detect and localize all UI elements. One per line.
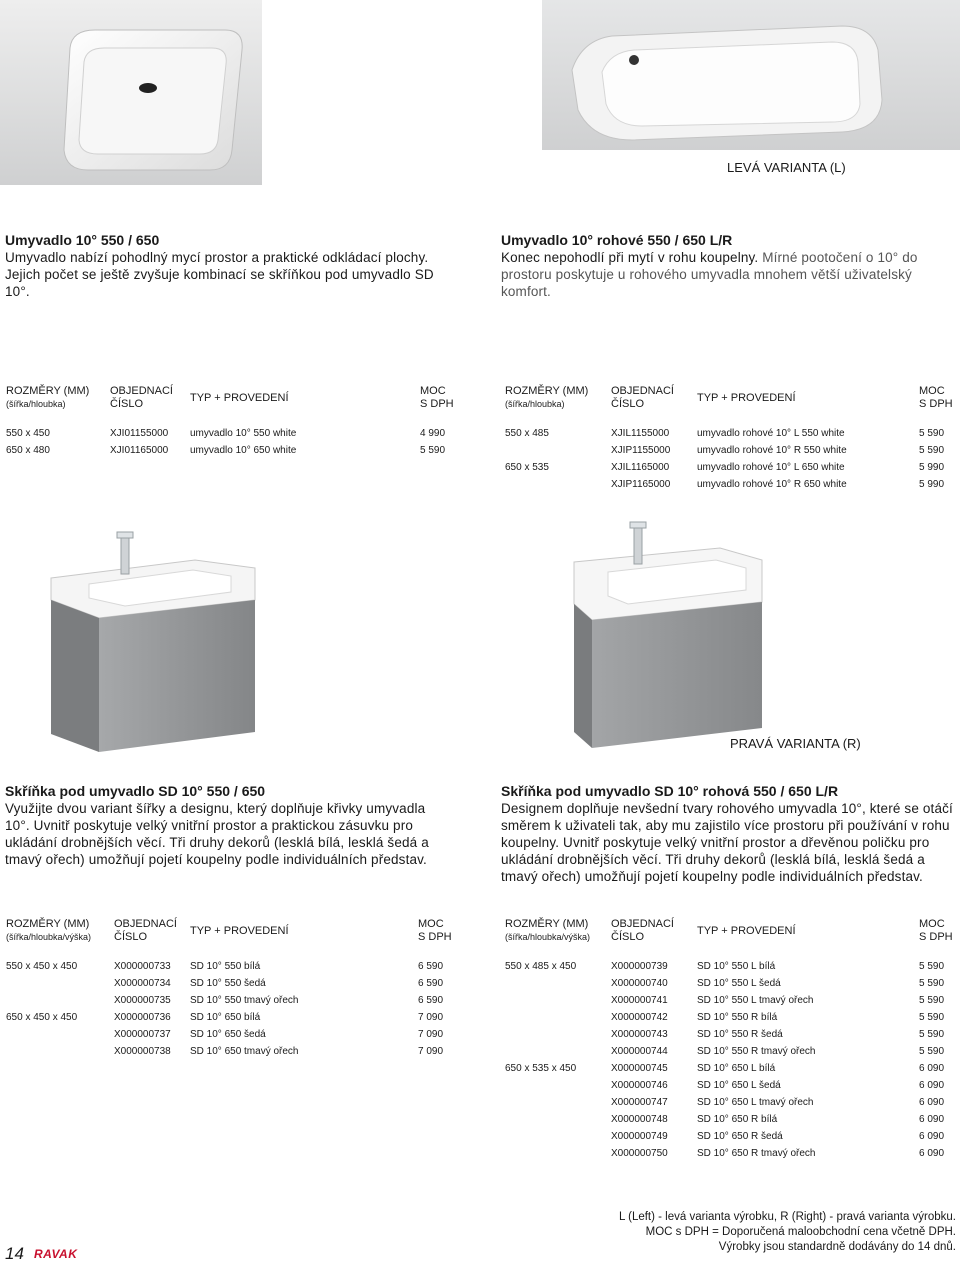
basin-description xyxy=(5,232,435,300)
cell-price: 6 090 xyxy=(919,1148,945,1159)
cell-price: 6 090 xyxy=(919,1063,945,1074)
table-row xyxy=(6,442,460,459)
cell-dims xyxy=(505,992,611,1009)
cell-type: SD 10° 650 L bílá xyxy=(697,1063,776,1074)
corner-basin-table xyxy=(505,385,959,493)
cell-price: 4 990 xyxy=(420,428,446,439)
cell-dims xyxy=(505,1128,611,1145)
cell-type: SD 10° 650 tmavý ořech xyxy=(190,1046,299,1057)
cell-price: 5 990 xyxy=(919,479,945,490)
cell-dims xyxy=(505,1094,611,1111)
table-row xyxy=(505,425,959,442)
cell-order-number: X000000741 xyxy=(611,995,668,1006)
cell-order-number: X000000748 xyxy=(611,1114,668,1125)
col-type: TYP + PROVEDENÍ xyxy=(190,924,289,937)
table-row xyxy=(505,1026,959,1043)
cell-type: SD 10° 550 R bílá xyxy=(697,1012,778,1023)
basin-text: Umyvadlo nabízí pohodlný mycí prostor a praktické odkládací plochy. Jejich počet se ještě zvyšuje kombinací se skříňkou pod umyvadlo SD 10°. xyxy=(5,250,434,299)
cell-order-number: XJI01165000 xyxy=(110,445,169,456)
cell-price: 5 590 xyxy=(919,1046,945,1057)
cell-dims xyxy=(505,1026,611,1043)
col-price: MOC S DPH xyxy=(418,918,452,943)
corner-cabinet-description xyxy=(501,783,956,885)
col-type: TYP + PROVEDENÍ xyxy=(190,391,289,404)
table-row xyxy=(6,992,458,1009)
cell-type: SD 10° 550 L šedá xyxy=(697,978,781,989)
table-row xyxy=(505,1145,959,1162)
left-variant-label: LEVÁ VARIANTA (L) xyxy=(727,160,846,175)
cell-order-number: X000000743 xyxy=(611,1029,668,1040)
cell-price: 6 590 xyxy=(418,978,444,989)
cell-type: SD 10° 650 R bílá xyxy=(697,1114,778,1125)
table-row xyxy=(505,1060,959,1077)
cell-order-number: XJIP1165000 xyxy=(611,479,671,490)
cell-type: SD 10° 550 L bílá xyxy=(697,961,776,972)
cell-price: 6 090 xyxy=(919,1080,945,1091)
cell-type: SD 10° 650 L šedá xyxy=(697,1080,781,1091)
cell-order-number: XJIL1155000 xyxy=(611,428,670,439)
footnote-line-3: Výrobky jsou standardně dodávány do 14 dnů. xyxy=(718,1241,956,1253)
cell-dims: 550 x 450 x 450 xyxy=(6,961,78,972)
cell-type: umyvadlo rohové 10° L 650 white xyxy=(697,462,845,473)
cell-type: umyvadlo rohové 10° R 550 white xyxy=(697,445,847,456)
table-row xyxy=(505,992,959,1009)
col-price: MOC S DPH xyxy=(919,918,953,943)
col-order: OBJEDNACÍ ČÍSLO xyxy=(110,385,173,410)
footnote xyxy=(619,1210,956,1255)
corner-cabinet-text: Designem doplňuje nevšední tvary rohového umyvadla 10°, které se otáčí směrem k uživateli tak, aby mu zajistilo více prostoru při používání v rohu koupelny. Uvnitř poskytuje velký vnitřní prostor a dřevěnou poličku pro ukládání drobnějších věcí. Tři druhy dekorů (lesklá bílá, lesklá šedá a tmavý ořech) umožňují pojetí koupelny podle individuálních představ. xyxy=(501,801,953,884)
cell-order-number: X000000733 xyxy=(114,961,171,972)
col-order: OBJEDNACÍ ČÍSLO xyxy=(114,918,177,943)
cell-order-number: X000000747 xyxy=(611,1097,668,1108)
cell-type: umyvadlo 10° 550 white xyxy=(190,428,297,439)
col-order: OBJEDNACÍ ČÍSLO xyxy=(611,385,674,410)
cell-price: 5 590 xyxy=(919,1029,945,1040)
cell-order-number: X000000744 xyxy=(611,1046,668,1057)
cell-dims: 650 x 480 xyxy=(6,445,50,456)
cell-price: 7 090 xyxy=(418,1029,444,1040)
cell-type: umyvadlo 10° 650 white xyxy=(190,445,297,456)
table-row xyxy=(505,476,959,493)
cell-price: 6 090 xyxy=(919,1131,945,1142)
table-row xyxy=(505,442,959,459)
cell-order-number: X000000738 xyxy=(114,1046,171,1057)
cell-order-number: X000000750 xyxy=(611,1148,668,1159)
cell-price: 5 590 xyxy=(919,1012,945,1023)
table-row xyxy=(505,958,959,975)
table-row xyxy=(505,1077,959,1094)
footnote-line-2: MOC s DPH = Doporučená maloobchodní cena včetně DPH. xyxy=(645,1226,956,1238)
cell-order-number: X000000745 xyxy=(611,1063,668,1074)
cell-order-number: X000000737 xyxy=(114,1029,171,1040)
cell-dims xyxy=(6,975,114,992)
cell-price: 7 090 xyxy=(418,1012,444,1023)
col-type: TYP + PROVEDENÍ xyxy=(697,924,796,937)
cell-type: SD 10° 550 R tmavý ořech xyxy=(697,1046,816,1057)
cell-type: SD 10° 650 R tmavý ořech xyxy=(697,1148,816,1159)
cell-price: 6 590 xyxy=(418,995,444,1006)
cell-dims xyxy=(505,975,611,992)
col-dims: ROZMĚRY (MM) (šířka/hloubka) xyxy=(6,385,90,409)
cell-dims xyxy=(505,1077,611,1094)
cell-type: umyvadlo rohové 10° L 550 white xyxy=(697,428,845,439)
right-variant-label: PRAVÁ VARIANTA (R) xyxy=(730,736,861,751)
corner-basin-text-1: Konec nepohodlí při mytí v rohu koupelny. xyxy=(501,250,759,265)
cell-order-number: XJIP1155000 xyxy=(611,445,671,456)
corner-basin-photo xyxy=(542,0,960,150)
cabinet-description xyxy=(5,783,445,868)
cell-type: umyvadlo rohové 10° R 650 white xyxy=(697,479,847,490)
basin-title: Umyvadlo 10° 550 / 650 xyxy=(5,232,160,248)
cell-dims xyxy=(505,1145,611,1162)
corner-basin-description xyxy=(501,232,960,300)
cell-dims xyxy=(505,1111,611,1128)
cell-order-number: X000000742 xyxy=(611,1012,668,1023)
cell-type: SD 10° 550 L tmavý ořech xyxy=(697,995,814,1006)
table-row xyxy=(6,1026,458,1043)
cell-price: 6 590 xyxy=(418,961,444,972)
cell-order-number: X000000739 xyxy=(611,961,668,972)
table-row xyxy=(505,1043,959,1060)
cell-dims: 650 x 535 x 450 xyxy=(505,1063,577,1074)
cell-dims xyxy=(6,1026,114,1043)
cell-price: 5 590 xyxy=(420,445,446,456)
col-dims: ROZMĚRY (MM) (šířka/hloubka/výška) xyxy=(505,918,591,942)
cell-type: SD 10° 550 tmavý ořech xyxy=(190,995,299,1006)
cell-order-number: XJIL1165000 xyxy=(611,462,670,473)
basin-photo xyxy=(0,0,262,185)
corner-cabinet-title: Skříňka pod umyvadlo SD 10° rohová 550 / 650 L/R xyxy=(501,783,839,799)
corner-cabinet-photo xyxy=(570,520,765,750)
cell-order-number: X000000740 xyxy=(611,978,668,989)
cell-price: 5 590 xyxy=(919,428,945,439)
page-number: 14 xyxy=(5,1244,24,1263)
cell-dims: 650 x 450 x 450 xyxy=(6,1012,78,1023)
cell-dims: 550 x 485 xyxy=(505,428,549,439)
corner-cabinet-table xyxy=(505,918,959,1162)
table-row xyxy=(505,1128,959,1145)
cell-price: 7 090 xyxy=(418,1046,444,1057)
cell-dims xyxy=(505,1009,611,1026)
cell-dims: 650 x 535 xyxy=(505,462,549,473)
col-price: MOC S DPH xyxy=(919,385,953,410)
table-row xyxy=(6,1043,458,1060)
cabinet-text: Využijte dvou variant šířky a designu, který doplňuje křivky umyvadla 10°. Uvnitř poskytuje velký vnitřní prostor a praktickou zásuvku pro ukládání drobnějších věcí. Tři druhy dekorů (lesklá bílá, lesklá šedá a tmavý ořech) umožňují pojetí koupelny podle individuálních představ. xyxy=(5,801,429,867)
table-row xyxy=(505,1094,959,1111)
cell-price: 5 990 xyxy=(919,462,945,473)
table-row xyxy=(505,1009,959,1026)
cell-price: 6 090 xyxy=(919,1097,945,1108)
table-row xyxy=(505,459,959,476)
corner-basin-text-2: Mírné pootočení o 10° do prostoru poskytuje u rohového umyvadla mnohem větší uživatelský komfort. xyxy=(501,250,918,299)
cell-price: 5 590 xyxy=(919,961,945,972)
basin-table xyxy=(6,385,460,459)
col-dims: ROZMĚRY (MM) (šířka/hloubka) xyxy=(505,385,589,409)
cell-order-number: X000000734 xyxy=(114,978,171,989)
cell-order-number: X000000746 xyxy=(611,1080,668,1091)
cell-dims xyxy=(505,476,611,493)
table-row xyxy=(6,958,458,975)
cell-type: SD 10° 650 L tmavý ořech xyxy=(697,1097,814,1108)
cell-price: 5 590 xyxy=(919,995,945,1006)
cell-order-number: XJI01155000 xyxy=(110,428,169,439)
table-row xyxy=(6,975,458,992)
cell-type: SD 10° 650 šedá xyxy=(190,1029,266,1040)
cell-dims: 550 x 450 xyxy=(6,428,50,439)
table-row xyxy=(6,425,460,442)
cell-dims xyxy=(505,1043,611,1060)
table-row xyxy=(505,1111,959,1128)
cell-dims: 550 x 485 x 450 xyxy=(505,961,577,972)
corner-basin-title: Umyvadlo 10° rohové 550 / 650 L/R xyxy=(501,232,733,248)
table-row xyxy=(6,1009,458,1026)
cell-type: SD 10° 550 bílá xyxy=(190,961,261,972)
cell-type: SD 10° 650 R šedá xyxy=(697,1131,783,1142)
col-price: MOC S DPH xyxy=(420,385,454,410)
cabinet-title: Skříňka pod umyvadlo SD 10° 550 / 650 xyxy=(5,783,266,799)
col-dims: ROZMĚRY (MM) (šířka/hloubka/výška) xyxy=(6,918,92,942)
col-type: TYP + PROVEDENÍ xyxy=(697,391,796,404)
cell-dims xyxy=(505,442,611,459)
ravak-logo: RAVAK xyxy=(34,1247,78,1261)
cell-price: 5 590 xyxy=(919,978,945,989)
col-order: OBJEDNACÍ ČÍSLO xyxy=(611,918,674,943)
cell-order-number: X000000735 xyxy=(114,995,171,1006)
cell-price: 6 090 xyxy=(919,1114,945,1125)
cell-dims xyxy=(6,992,114,1009)
cabinet-table xyxy=(6,918,458,1060)
corner-basin-text xyxy=(501,249,960,300)
cell-order-number: X000000736 xyxy=(114,1012,171,1023)
cell-dims xyxy=(6,1043,114,1060)
table-row xyxy=(505,975,959,992)
footnote-line-1: L (Left) - levá varianta výrobku, R (Right) - pravá varianta výrobku. xyxy=(618,1211,956,1223)
cell-order-number: X000000749 xyxy=(611,1131,668,1142)
cabinet-photo xyxy=(45,520,260,755)
cell-type: SD 10° 550 R šedá xyxy=(697,1029,783,1040)
cell-price: 5 590 xyxy=(919,445,945,456)
cell-type: SD 10° 650 bílá xyxy=(190,1012,261,1023)
cell-type: SD 10° 550 šedá xyxy=(190,978,266,989)
